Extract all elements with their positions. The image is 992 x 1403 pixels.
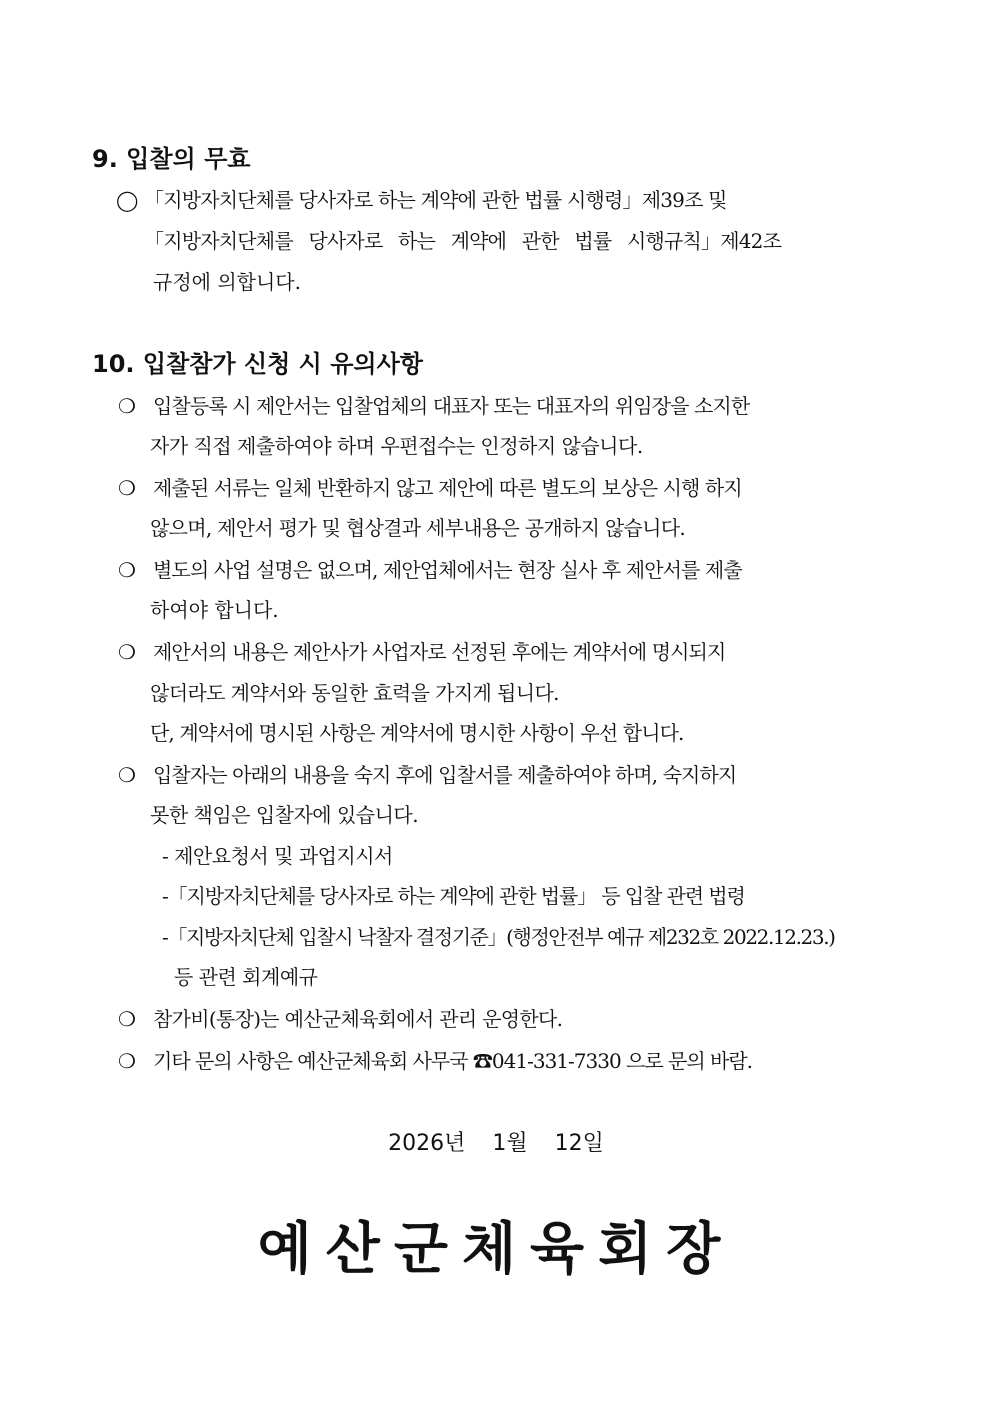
section-9-heading: 9. 입찰의 무효 — [92, 145, 251, 173]
list-item-line: 못한 책임은 입찰자에 있습니다. — [150, 803, 419, 827]
bullet-icon: ❍ — [118, 1007, 136, 1031]
bullet-icon: ❍ — [118, 1049, 136, 1073]
list-item-subline: -「지방자치단체를 당사자로 하는 계약에 관한 법률」 등 입찰 관련 법령 — [162, 884, 745, 908]
list-item-subline: -「지방자치단체 입찰시 낙찰자 결정기준」(행정안전부 예규 제232호 2022.12.23.) — [162, 925, 835, 949]
document-date — [0, 1126, 992, 1157]
issuer-signature: 예산군체육회장 — [257, 1217, 735, 1282]
list-item-line: 별도의 사업 설명은 없으며, 제안업체에서는 현장 실사 후 제안서를 제출 — [153, 558, 742, 582]
section-9-line-3: 규정에 의합니다. — [153, 270, 301, 294]
section-10-heading: 10. 입찰참가 신청 시 유의사항 — [92, 350, 423, 378]
date-year: 2026년 — [388, 1131, 466, 1156]
bullet-icon: ❍ — [118, 476, 136, 500]
list-item-line: 자가 직접 제출하여야 하며 우편접수는 인정하지 않습니다. — [150, 434, 643, 458]
section-9-line-1: 「지방자치단체를 당사자로 하는 계약에 관한 법률 시행령」제39조 및 — [144, 188, 727, 212]
list-item-line: 제출된 서류는 일체 반환하지 않고 제안에 따른 별도의 보상은 시행 하지 — [153, 476, 742, 500]
section-9-bullet-icon: ◯ — [116, 188, 139, 212]
list-item-line: 참가비(통장)는 예산군체육회에서 관리 운영한다. — [153, 1007, 563, 1031]
bullet-icon: ❍ — [118, 394, 136, 418]
list-item-line: 않더라도 계약서와 동일한 효력을 가지게 됩니다. — [150, 681, 559, 705]
list-item-line: 단, 계약서에 명시된 사항은 계약서에 명시한 사항이 우선 합니다. — [150, 721, 684, 745]
list-item-line: 입찰등록 시 제안서는 입찰업체의 대표자 또는 대표자의 위임장을 소지한 — [153, 394, 750, 418]
date-day: 12일 — [554, 1131, 604, 1156]
list-item-subline: 등 관련 회계예규 — [174, 965, 318, 989]
list-item-line: 제안서의 내용은 제안사가 사업자로 선정된 후에는 계약서에 명시되지 — [153, 640, 726, 664]
bullet-icon: ❍ — [118, 763, 136, 787]
list-item-subline: - 제안요청서 및 과업지시서 — [162, 844, 393, 868]
list-item-line: 입찰자는 아래의 내용을 숙지 후에 입찰서를 제출하여야 하며, 숙지하지 — [153, 763, 737, 787]
list-item-line: 않으며, 제안서 평가 및 협상결과 세부내용은 공개하지 않습니다. — [150, 516, 686, 540]
section-9-line-2: 「지방자치단체를 당사자로 하는 계약에 관한 법률 시행규칙」제42조 — [144, 229, 782, 253]
list-item-line: 하여야 합니다. — [150, 598, 279, 622]
bullet-icon: ❍ — [118, 640, 136, 664]
bullet-icon: ❍ — [118, 558, 136, 582]
date-month: 1월 — [492, 1131, 528, 1156]
list-item-line: 기타 문의 사항은 예산군체육회 사무국 ☎041-331-7330 으로 문의 바람. — [153, 1049, 753, 1073]
